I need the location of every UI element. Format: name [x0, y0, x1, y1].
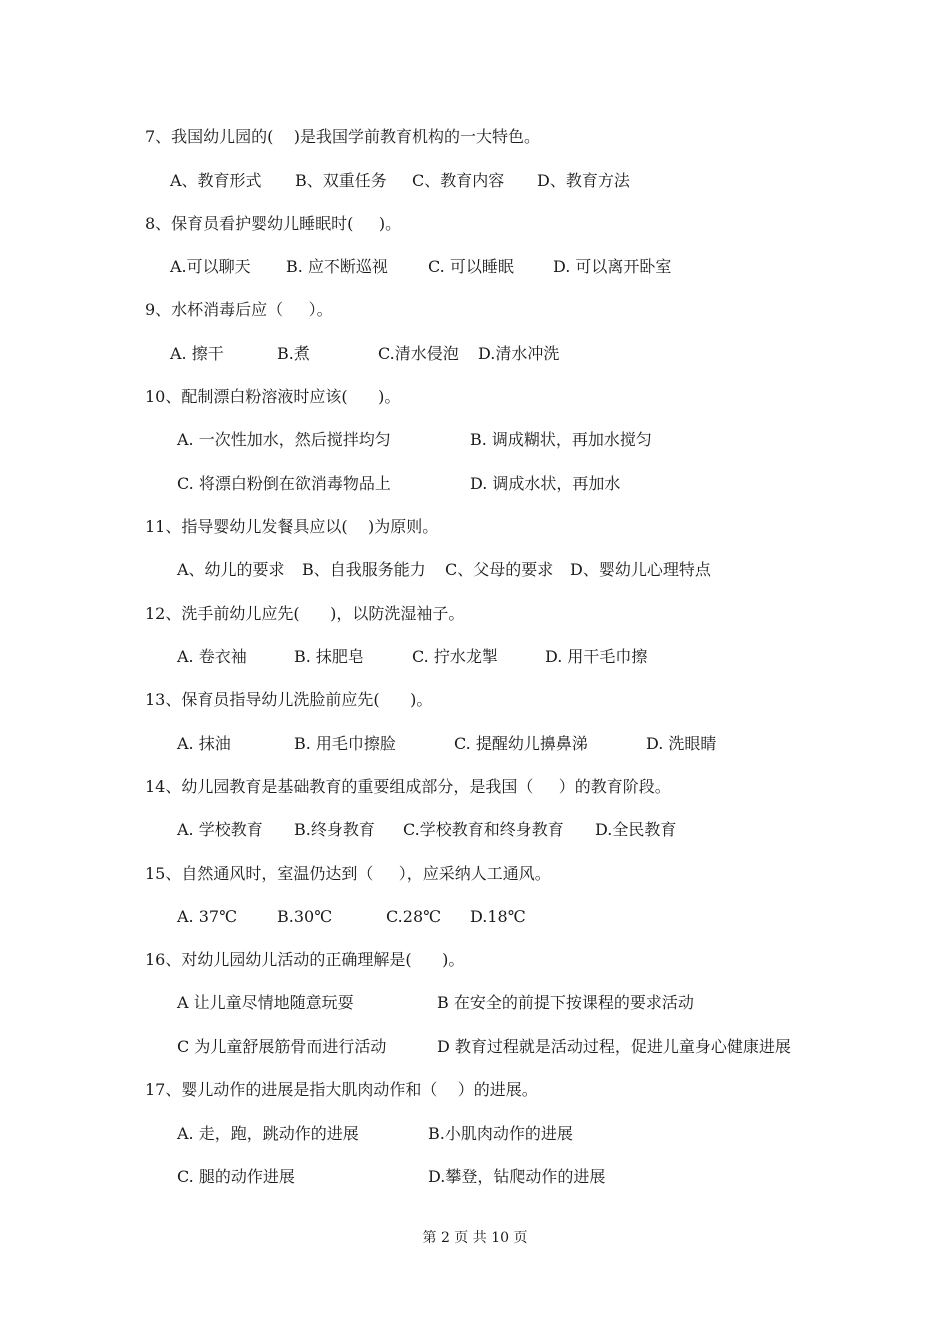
q8-option-d: D. 可以离开卧室: [553, 257, 672, 276]
question-14-stem: 14、幼儿园教育是基础教育的重要组成部分，是我国（ ）的教育阶段。: [145, 777, 671, 796]
q7-option-b: B、双重任务: [295, 171, 387, 190]
q9-option-c: C.清水侵泡: [378, 344, 459, 363]
q11-option-d: D、婴幼儿心理特点: [570, 560, 711, 579]
question-8-stem: 8、保育员看护婴幼儿睡眠时( )。: [145, 214, 402, 233]
q13-option-a: A. 抹油: [177, 734, 231, 753]
q14-option-b: B.终身教育: [294, 820, 375, 839]
q9-option-d: D.清水冲洗: [478, 344, 560, 363]
q15-option-c: C.28℃: [386, 907, 442, 926]
q8-option-c: C. 可以睡眠: [428, 257, 514, 276]
question-10-stem: 10、配制漂白粉溶液时应该( )。: [145, 387, 401, 406]
q14-option-c: C.学校教育和终身教育: [403, 820, 564, 839]
q16-option-d: D 教育过程就是活动过程，促进儿童身心健康进展: [437, 1037, 791, 1056]
q13-option-c: C. 提醒幼儿擤鼻涕: [454, 734, 588, 753]
question-13-stem: 13、保育员指导幼儿洗脸前应先( )。: [145, 690, 433, 709]
q10-option-c: C. 将漂白粉倒在欲消毒物品上: [177, 474, 391, 493]
q9-option-a: A. 擦干: [170, 344, 224, 363]
q17-option-a: A. 走，跑，跳动作的进展: [177, 1124, 359, 1143]
q16-option-b: B 在安全的前提下按课程的要求活动: [437, 993, 694, 1012]
question-7-stem: 7、我国幼儿园的( )是我国学前教育机构的一大特色。: [145, 127, 541, 146]
q17-option-c: C. 腿的动作进展: [177, 1167, 295, 1186]
question-11-stem: 11、指导婴幼儿发餐具应以( )为原则。: [145, 517, 439, 536]
q8-option-b: B. 应不断巡视: [286, 257, 388, 276]
q7-option-a: A、教育形式: [170, 171, 262, 190]
q11-option-a: A、幼儿的要求: [177, 560, 285, 579]
q12-option-d: D. 用干毛巾擦: [545, 647, 648, 666]
q7-option-c: C、教育内容: [412, 171, 505, 190]
q14-option-a: A. 学校教育: [177, 820, 263, 839]
q11-option-c: C、父母的要求: [445, 560, 554, 579]
q7-option-d: D、教育方法: [537, 171, 630, 190]
q10-option-a: A. 一次性加水，然后搅拌均匀: [177, 430, 391, 449]
q12-option-b: B. 抹肥皂: [294, 647, 364, 666]
q9-option-b: B.煮: [277, 344, 310, 363]
question-15-stem: 15、自然通风时，室温仍达到（ ），应采纳人工通风。: [145, 864, 551, 883]
question-9-stem: 9、水杯消毒后应（ ）。: [145, 300, 333, 319]
q10-option-d: D. 调成水状，再加水: [470, 474, 621, 493]
question-17-stem: 17、婴儿动作的进展是指大肌肉动作和（ ）的进展。: [145, 1080, 538, 1099]
q8-option-a: A.可以聊天: [170, 257, 251, 276]
q14-option-d: D.全民教育: [595, 820, 677, 839]
q13-option-b: B. 用毛巾擦脸: [294, 734, 396, 753]
q17-option-b: B.小肌肉动作的进展: [428, 1124, 573, 1143]
q12-option-a: A. 卷衣袖: [177, 647, 247, 666]
q15-option-a: A. 37℃: [177, 907, 237, 926]
q12-option-c: C. 拧水龙掣: [412, 647, 498, 666]
question-12-stem: 12、洗手前幼儿应先( )，以防洗湿袖子。: [145, 604, 465, 623]
q13-option-d: D. 洗眼睛: [646, 734, 717, 753]
q17-option-d: D.攀登，钻爬动作的进展: [428, 1167, 606, 1186]
q10-option-b: B. 调成糊状，再加水搅匀: [470, 430, 652, 449]
q11-option-b: B、自我服务能力: [302, 560, 426, 579]
q15-option-b: B.30℃: [277, 907, 333, 926]
q15-option-d: D.18℃: [470, 907, 526, 926]
q16-option-a: A 让儿童尽情地随意玩耍: [177, 993, 354, 1012]
question-16-stem: 16、对幼儿园幼儿活动的正确理解是( )。: [145, 950, 465, 969]
page-footer: 第 2 页 共 10 页: [422, 1230, 528, 1246]
q16-option-c: C 为儿童舒展筋骨而进行活动: [177, 1037, 387, 1056]
